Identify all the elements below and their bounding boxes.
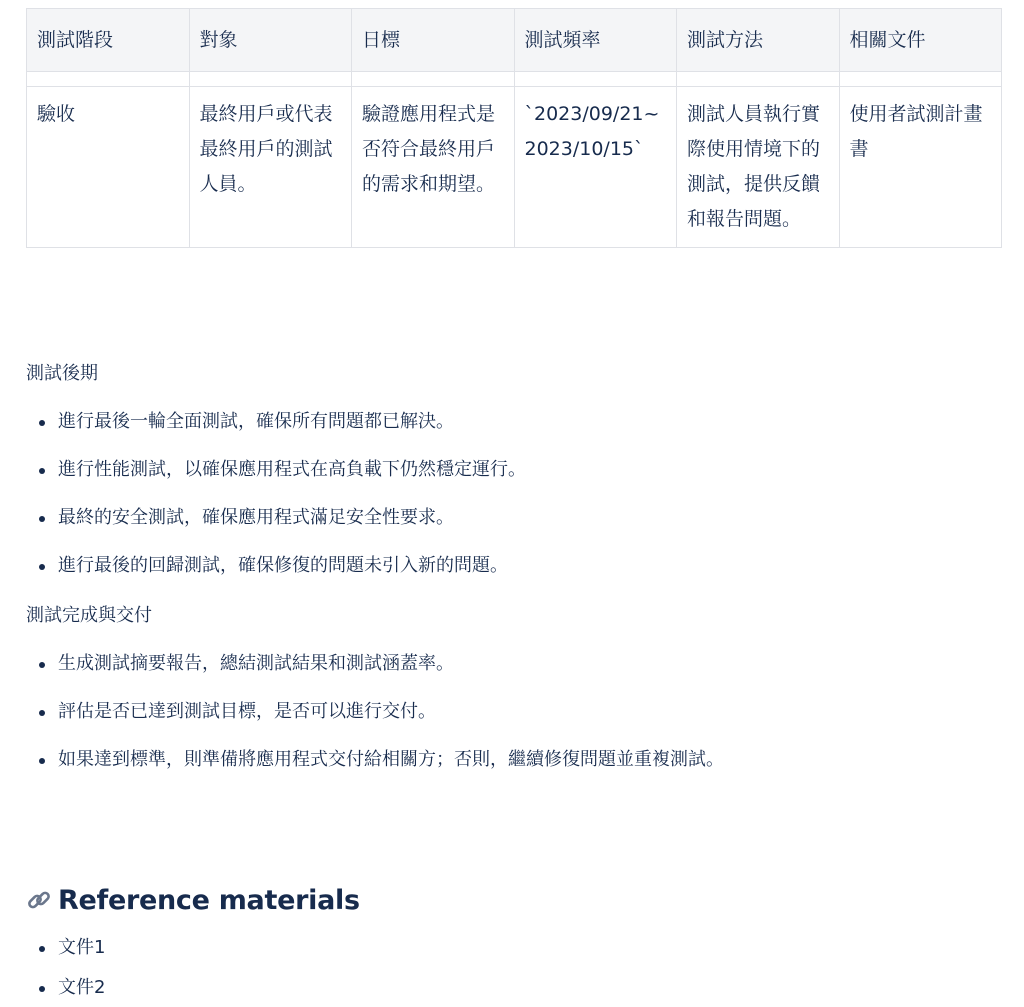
table-header-row [27,9,1002,72]
list-item-text: 進行最後一輪全面測試，確保所有問題都已解決。 [58,411,454,432]
table-header-cell: 對象 [189,9,352,72]
bullet-icon [39,468,45,474]
list-item [26,974,1002,1002]
table-cell-goal: 驗證應用程式是否符合最終用戶的需求和期望。 [352,87,515,248]
list-item-text: 進行性能測試，以確保應用程式在高負載下仍然穩定運行。 [58,459,526,480]
table-header-cell: 測試階段 [27,9,190,72]
table-cell [352,72,515,87]
table-cell-frequency: `2023/09/21~2023/10/15` [514,87,677,248]
list-item [26,552,1002,580]
list-item [26,456,1002,484]
list-item-text: 文件2 [58,977,106,998]
list-item-text: 最終的安全測試，確保應用程式滿足安全性要求。 [58,507,454,528]
bullet-icon [39,564,45,570]
table-header-cell: 相關文件 [839,9,1002,72]
bullet-icon [39,758,45,764]
table-cell [514,72,677,87]
bullet-icon [39,516,45,522]
page-content [26,8,1002,248]
test-phase-table [26,8,1002,248]
table-row [27,87,1002,248]
list-item-text: 如果達到標準，則準備將應用程式交付給相關方；否則，繼續修復問題並重複測試。 [58,749,724,770]
bullet-icon [39,662,45,668]
late-testing-label: 測試後期 [26,363,98,384]
table-cell [189,72,352,87]
table-cell-documents: 使用者試測計畫書 [839,87,1002,248]
reference-list [26,934,1002,1002]
late-testing-list [26,408,1002,580]
table-cell-audience: 最終用戶或代表最終用戶的測試人員。 [189,87,352,248]
list-item-text: 文件1 [58,937,106,958]
list-item [26,650,1002,678]
list-item [26,746,1002,774]
list-item [26,408,1002,436]
table-header-cell: 日標 [352,9,515,72]
table-cell-method: 測試人員執行實際使用情境下的測試，提供反饋和報告問題。 [677,87,840,248]
table-cell [839,72,1002,87]
table-header-cell: 測試頻率 [514,9,677,72]
list-item-text: 進行最後的回歸測試，確保修復的問題未引入新的問題。 [58,555,508,576]
table-cell [677,72,840,87]
list-item-text: 生成測試摘要報告，總結測試結果和測試涵蓋率。 [58,653,454,674]
link-icon[interactable] [26,887,52,913]
bullet-icon [39,986,45,992]
reference-heading [26,880,360,920]
bullet-icon [39,946,45,952]
table-cell [27,72,190,87]
list-item [26,934,1002,962]
list-item [26,504,1002,532]
bullet-icon [39,420,45,426]
list-item [26,698,1002,726]
reference-title: Reference materials [58,884,360,916]
table-header-cell: 測試方法 [677,9,840,72]
table-cell-stage: 驗收 [27,87,190,248]
table-spacer-row [27,72,1002,87]
bullet-icon [39,710,45,716]
completion-list [26,650,1002,774]
list-item-text: 評估是否已達到測試目標，是否可以進行交付。 [58,701,436,722]
completion-label: 測試完成與交付 [26,605,152,626]
